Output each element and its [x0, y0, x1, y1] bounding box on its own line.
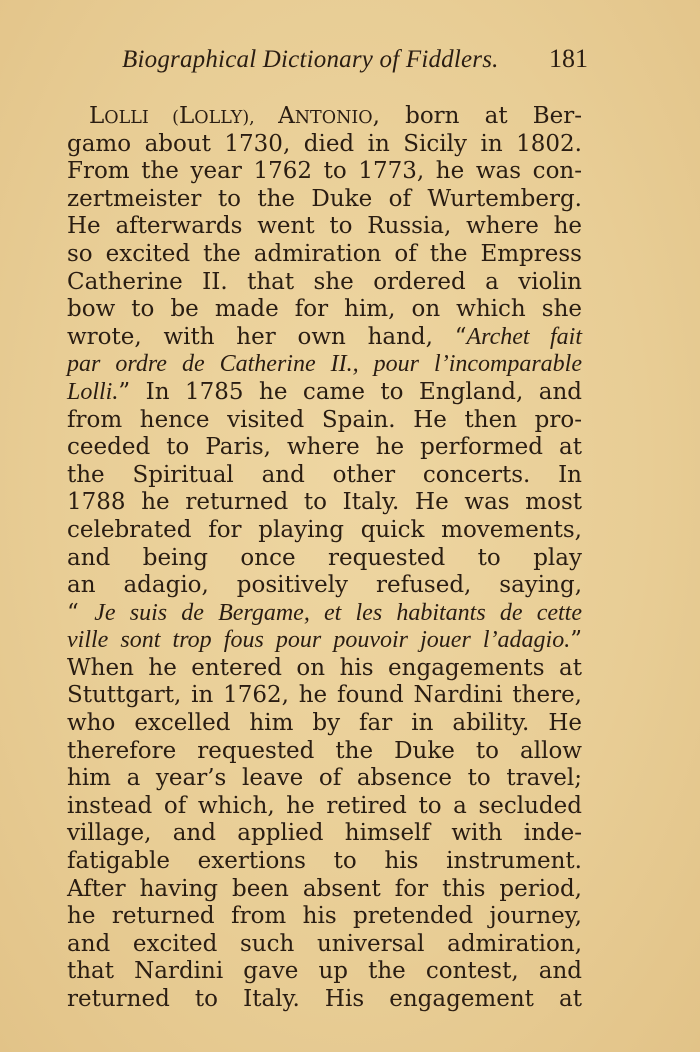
running-head	[122, 44, 588, 74]
text-line-33: returned to Italy. His engagement at	[67, 986, 582, 1012]
text-line-22: Stuttgart, in 1762, he found Nardini there,	[67, 682, 582, 709]
text-line-6: so excited the admiration of the Empress	[67, 240, 582, 267]
text-line-7: Catherine II. that she ordered a violin	[67, 268, 582, 295]
text-line-24: therefore requested the Duke to allow	[67, 737, 582, 764]
text-line-21: When he entered on his engagements at	[67, 654, 582, 681]
text-line-20: ville sont trop fous pour pouvoir jouer l’adagio.”	[67, 627, 582, 654]
text-line-4: zertmeister to the Duke of Wurtemberg.	[67, 185, 582, 212]
italic-quote: Archet fait	[466, 323, 582, 350]
text-line-13: ceeded to Paris, where he performed at	[67, 434, 582, 461]
page-number: 181	[549, 44, 588, 73]
text-line-15: 1788 he returned to Italy. He was most	[67, 489, 582, 516]
text-line-28: fatigable exertions to his instrument.	[67, 848, 582, 875]
text-line-27: village, and applied himself with inde-	[67, 820, 582, 847]
text-line-10: par ordre de Catherine II., pour l’incomparable	[67, 351, 582, 378]
text-line-17: and being once requested to play	[67, 544, 582, 571]
text-line-26: instead of which, he retired to a secluded	[67, 792, 582, 819]
text-line-1: LOLLI (LOLLY), ANTONIO, born at Ber-	[89, 103, 582, 129]
text-line-25: him a year’s leave of absence to travel;	[67, 765, 582, 792]
text-line-23: who excelled him by far in ability. He	[67, 710, 582, 737]
text-line-12: from hence visited Spain. He then pro-	[67, 406, 582, 433]
text-line-2: gamo about 1730, died in Sicily in 1802.	[67, 130, 582, 157]
text-line-11: Lolli.” In 1785 he came to England, and	[67, 378, 582, 405]
text-line-29: After having been absent for this period,	[67, 875, 582, 902]
entry-name: LOLLI (LOLLY), ANTONIO	[89, 103, 373, 129]
text-line-9: wrote, with her own hand, “Archet fait	[67, 323, 582, 350]
text-line-5: He afterwards went to Russia, where he	[67, 213, 582, 240]
body-text	[67, 103, 582, 1014]
text-line-3: From the year 1762 to 1773, he was con-	[67, 158, 582, 185]
text-line-18: an adagio, positively refused, saying,	[67, 572, 582, 599]
text-line-31: and excited such universal admiration,	[67, 930, 582, 957]
text-line-32: that Nardini gave up the contest, and	[67, 958, 582, 985]
text-line-30: he returned from his pretended journey,	[67, 903, 582, 930]
text-line-16: celebrated for playing quick movements,	[67, 516, 582, 543]
running-title: Biographical Dictionary of Fiddlers.	[122, 46, 499, 73]
text-line-14: the Spiritual and other concerts. In	[67, 461, 582, 488]
text-line-8: bow to be made for him, on which she	[67, 296, 582, 323]
text-line-19: “ Je suis de Bergame, et les habitants de cette	[67, 599, 582, 626]
